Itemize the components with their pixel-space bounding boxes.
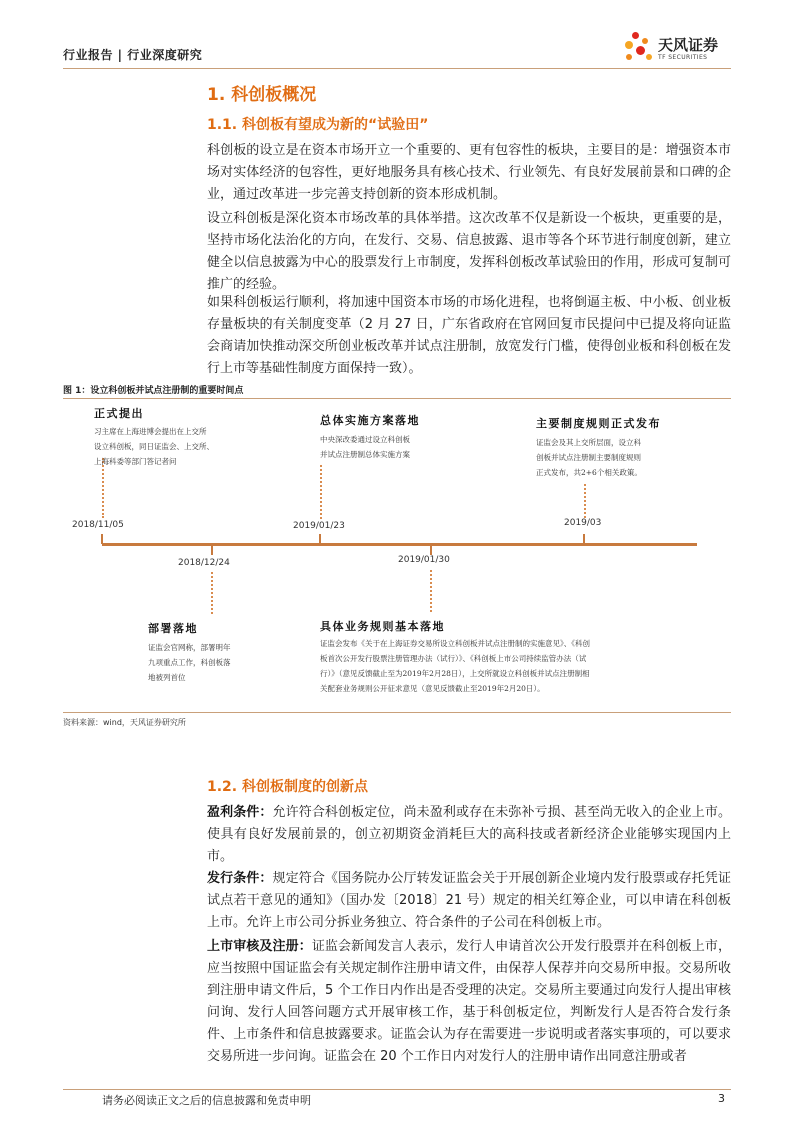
event-desc-line: 九项重点工作，科创板落	[148, 658, 231, 667]
logo-dot-icon	[642, 38, 648, 44]
event-title: 总体实施方案落地	[320, 414, 420, 427]
event-desc-line: 设立科创板，同日证监会、上交所、	[94, 442, 214, 451]
event-title: 主要制度规则正式发布	[536, 417, 661, 430]
figure-top-divider	[63, 398, 731, 399]
event-desc-line: 证监会官网称，部署明年	[148, 643, 231, 652]
figure-bottom-divider	[63, 712, 731, 713]
footer-divider	[63, 1089, 731, 1090]
event-desc-line: 关配套业务规则公开征求意见（意见反馈截止至2019年2月20日）。	[320, 684, 545, 693]
report-type-label: 行业报告 | 行业深度研究	[63, 48, 203, 62]
logo-dot-icon	[632, 32, 639, 39]
event-title: 具体业务规则基本落地	[320, 620, 445, 633]
event-description	[320, 636, 710, 696]
footer-disclaimer: 请务必阅读正文之后的信息披露和免责申明	[102, 1094, 311, 1107]
logo-dot-icon	[646, 54, 652, 60]
event-desc-line: 正式发布，共2+6个相关政策。	[536, 468, 642, 477]
timeline-date: 2019/01/23	[293, 521, 345, 531]
paragraph: 科创板的设立是在资本市场开立一个重要的、更有包容性的板块，主要目的是：增强资本市场对实体经济的包容性，更好地服务具有核心技术、行业领先、有良好发展前景和口碑的企业，通过改革进一步完善支持创新的资本形成机制。	[207, 143, 731, 202]
logo-dot-icon	[626, 54, 632, 60]
event-description	[148, 640, 231, 685]
paragraph: 如果科创板运行顺利，将加速中国资本市场的市场化进程，也将倒逼主板、中小板、创业板存量板块的有关制度变革（2 月 27 日，广东省政府在官网回复市民提问中已提及将向证监会商请加快推动深交所创业板改革并试点注册制，放宽发行门槛，使得创业板和科创板在发行上市等基础性制度方面保持一致）。	[207, 295, 731, 376]
event-desc-line: 中央深改委通过设立科创板	[320, 435, 410, 444]
event-desc-line: 并试点注册制总体实施方案	[320, 450, 410, 459]
paragraph-label: 发行条件：	[207, 871, 273, 886]
event-desc-line: 习主席在上海进博会提出在上交所	[94, 427, 207, 436]
timeline-tick	[319, 534, 321, 544]
paragraph-text: 证监会新闻发言人表示，发行人申请首次公开发行股票并在科创板上市，应当按照中国证监会有关规定制作注册申请文件，由保荐人保荐并向交易所申报。交易所收到注册申请文件后，5 个工作日内作出是否受理的决定。交易所主要通过向发行人提出审核问询、发行人回答问题方式开展审核工作，基于科创板定位，判断发行人是否符合发行条件、上市条件和信息披露要求。证监会认为存在需要进一步说明或者落实事项的，可以要求交易所进一步问询。证监会在 20 个工作日内对发行人的注册申请作出同意注册或者	[207, 939, 731, 1064]
logo-dot-icon	[625, 41, 633, 49]
timeline-tick	[430, 545, 432, 555]
timeline-date: 2019/03	[564, 518, 602, 528]
company-logo	[622, 30, 742, 66]
event-title: 正式提出	[94, 407, 144, 420]
logo-dot-icon	[636, 46, 645, 55]
timeline-connector	[320, 465, 322, 519]
timeline-date: 2018/12/24	[178, 558, 230, 568]
subsection-title: 1.2. 科创板制度的创新点	[207, 779, 368, 795]
paragraph-text: 允许符合科创板定位，尚未盈利或存在未弥补亏损、甚至尚无收入的企业上市。使具有良好发展前景的，创立初期资金消耗巨大的高科技或者新经济企业能够实现国内上市。	[207, 805, 731, 864]
logo-name: 天风证券	[658, 36, 719, 54]
figure-title: 图 1：设立科创板并试点注册制的重要时间点	[63, 386, 244, 396]
event-desc-line: 板首次公开发行股票注册管理办法（试行）》、《科创板上市公司持续监管办法（试	[320, 654, 587, 663]
paragraph-label: 上市审核及注册：	[207, 939, 312, 954]
figure-source: 资料来源：wind，天风证券研究所	[63, 718, 186, 727]
page-number: 3	[718, 1092, 725, 1105]
paragraph	[207, 936, 731, 1068]
timeline-date: 2018/11/05	[72, 520, 124, 530]
event-desc-line: 证监会及其上交所层面，设立科	[536, 438, 641, 447]
timeline-connector	[584, 484, 586, 518]
paragraph	[207, 802, 731, 868]
event-desc-line: 地被列首位	[148, 673, 186, 682]
logo-subtitle: TF SECURITIES	[658, 54, 708, 61]
timeline-tick	[101, 534, 103, 544]
header-divider	[63, 68, 731, 69]
event-desc-line: 创板并试点注册制主要制度规则	[536, 453, 641, 462]
event-title: 部署落地	[148, 622, 198, 635]
event-desc-line: 上海科委等部门答记者问	[94, 457, 177, 466]
event-desc-line: 行）》（意见反馈截止至为2019年2月28日），上交所就设立科创板并试点注册制相	[320, 669, 590, 678]
event-description	[320, 432, 410, 462]
paragraph-text: 规定符合《国务院办公厅转发证监会关于开展创新企业境内发行股票或存托凭证试点若干意见的通知》（国办发〔2018〕21 号）规定的相关红筹企业，可以申请在科创板上市。允许上市公司分拆业务独立、符合条件的子公司在科创板上市。	[207, 871, 731, 930]
event-description	[536, 435, 642, 480]
paragraph: 设立科创板是深化资本市场改革的具体举措。这次改革不仅是新设一个板块，更重要的是，坚持市场化法治化的方向，在发行、交易、信息披露、退市等各个环节进行制度创新，建立健全以信息披露为中心的股票发行上市制度，发挥科创板改革试验田的作用，形成可复制可推广的经验。	[207, 211, 731, 292]
timeline-tick	[211, 545, 213, 555]
event-description	[94, 424, 214, 469]
section-title: 1. 科创板概况	[207, 85, 317, 105]
timeline-axis	[102, 543, 697, 546]
event-desc-line: 证监会发布《关于在上海证券交易所设立科创板并试点注册制的实施意见》、《科创	[320, 639, 590, 648]
timeline-tick	[583, 534, 585, 544]
paragraph	[207, 868, 731, 934]
timeline-connector	[430, 570, 432, 612]
paragraph-label: 盈利条件：	[207, 805, 273, 820]
timeline-connector	[211, 572, 213, 614]
timeline-date: 2019/01/30	[398, 555, 450, 565]
subsection-title: 1.1. 科创板有望成为新的“试验田”	[207, 117, 429, 133]
